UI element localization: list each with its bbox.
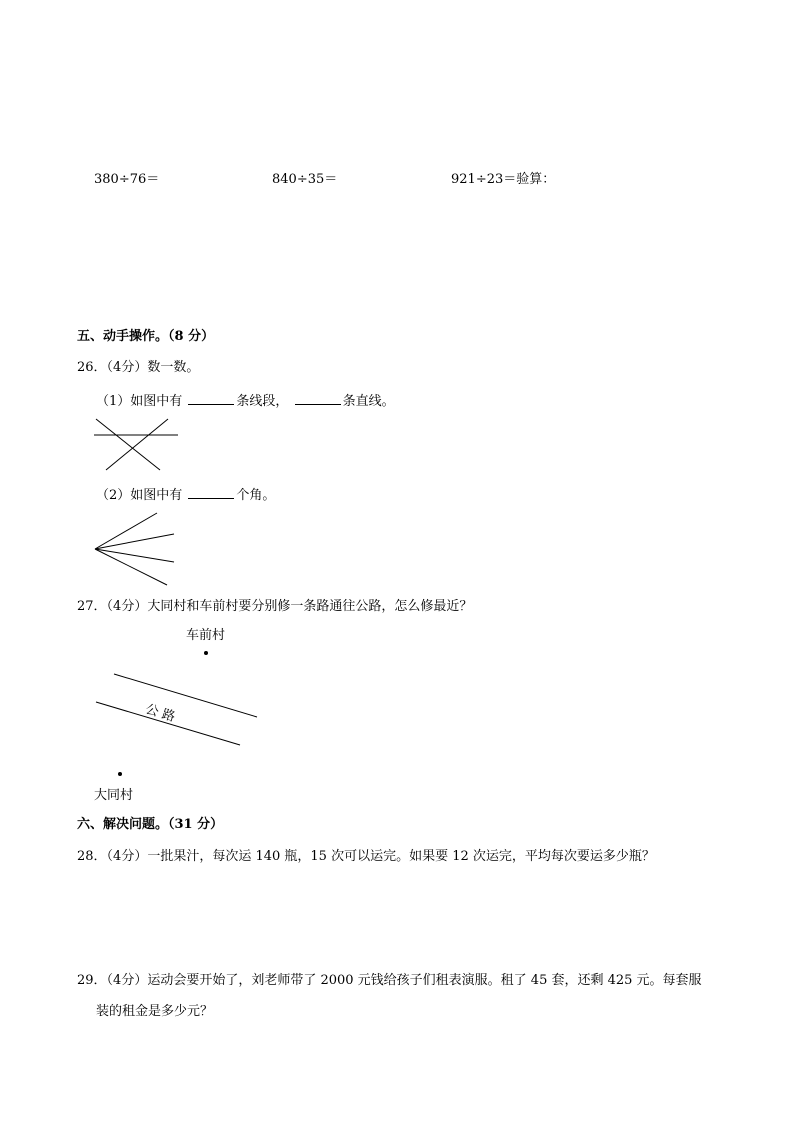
part-2-suffix: 个角。 bbox=[236, 488, 276, 503]
ray-2 bbox=[95, 534, 174, 549]
calc-840-div-35: 840÷35＝ bbox=[272, 172, 338, 187]
angle-count-blank[interactable] bbox=[188, 486, 234, 499]
diagonal-line-down bbox=[96, 419, 160, 470]
rays-figure bbox=[90, 510, 180, 590]
part-1-middle: 条线段， bbox=[236, 394, 289, 409]
road-figure bbox=[90, 645, 270, 795]
road-label: 公 路 bbox=[143, 702, 177, 726]
village-cheqian-label: 车前村 bbox=[186, 628, 226, 643]
question-29-line-2: 装的租金是多少元？ bbox=[96, 1004, 214, 1019]
question-27-stem: 27．（4分）大同村和车前村要分别修一条路通往公路，怎么修最近？ bbox=[77, 599, 473, 614]
road-upper-edge bbox=[114, 674, 257, 717]
calc-921-div-23: 921÷23＝验算： bbox=[451, 172, 556, 187]
part-2-prefix: （2）如图中有 bbox=[96, 488, 183, 503]
question-28: 28．（4分）一批果汁，每次运 140 瓶，15 次可以运完。如果要 12 次运完，平均每次要运多少瓶？ bbox=[77, 849, 655, 864]
question-26-stem: 26．（4分）数一数。 bbox=[77, 360, 200, 375]
calc-380-div-76: 380÷76＝ bbox=[94, 172, 160, 187]
diagonal-line-up bbox=[106, 419, 168, 470]
ray-4 bbox=[95, 549, 167, 585]
segment-count-blank[interactable] bbox=[188, 392, 234, 405]
question-29-line-1: 29．（4分）运动会要开始了，刘老师带了 2000 元钱给孩子们租表演服。租了 45 套，还剩 425 元。每套服 bbox=[77, 973, 702, 988]
question-26-part-2 bbox=[96, 486, 275, 504]
lines-figure bbox=[90, 416, 190, 476]
ray-3 bbox=[95, 549, 174, 562]
part-1-prefix: （1）如图中有 bbox=[96, 394, 183, 409]
village-datong-label: 大同村 bbox=[94, 788, 134, 803]
line-count-blank[interactable] bbox=[295, 392, 341, 405]
part-1-suffix: 条直线。 bbox=[342, 394, 395, 409]
section-five-heading: 五、动手操作。（8 分） bbox=[77, 329, 215, 344]
village-datong-dot bbox=[118, 772, 122, 776]
village-cheqian-dot bbox=[204, 651, 208, 655]
section-six-heading: 六、解决问题。（31 分） bbox=[77, 817, 224, 832]
question-26-part-1 bbox=[96, 392, 395, 410]
